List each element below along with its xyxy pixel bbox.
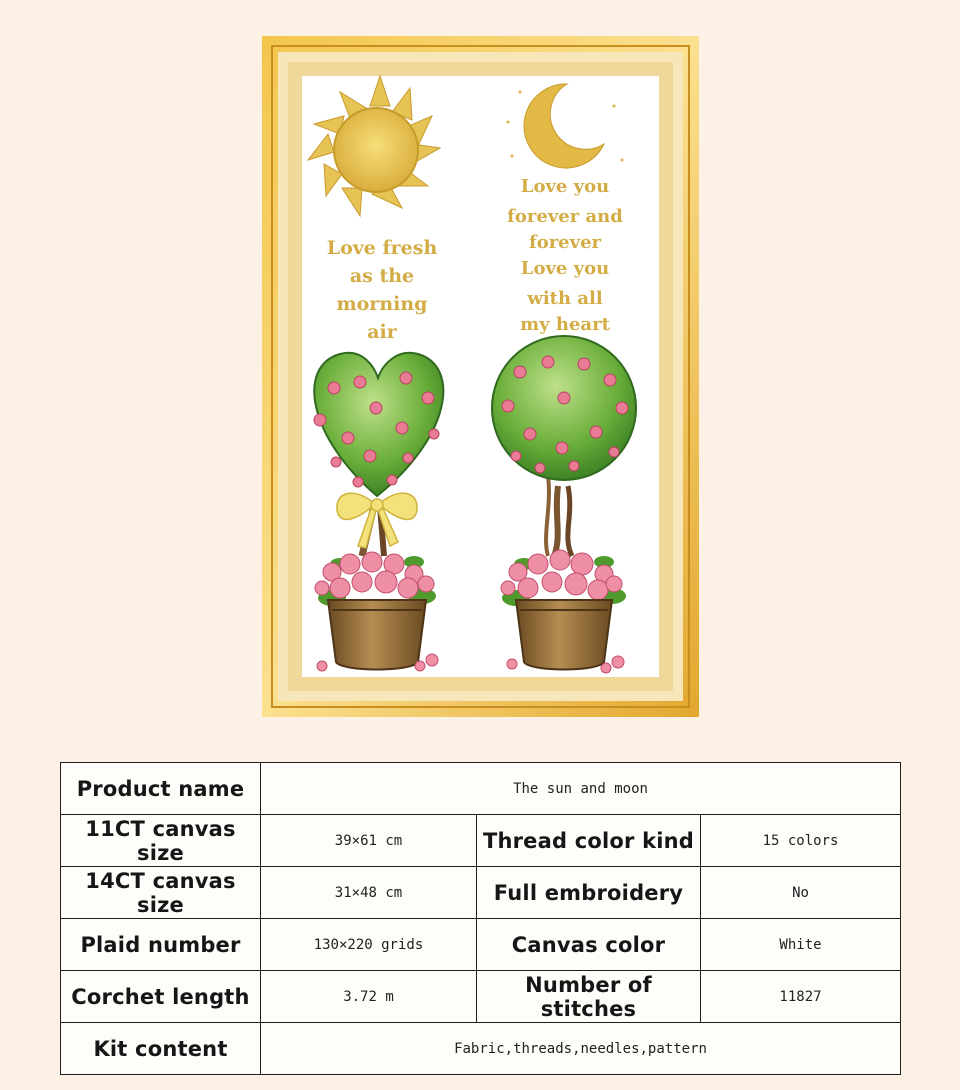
right-verse-line: with all bbox=[527, 288, 603, 309]
left-verse-line: as the bbox=[349, 265, 415, 287]
table-row bbox=[61, 815, 901, 867]
left-verse-line: morning bbox=[336, 293, 428, 315]
table-row bbox=[61, 867, 901, 919]
canvas-14ct-label: 14CT canvas size bbox=[61, 867, 261, 919]
canvas-11ct-value: 39×61 cm bbox=[261, 815, 477, 867]
canvas-color-value: White bbox=[701, 919, 901, 971]
thread-color-value: 15 colors bbox=[701, 815, 901, 867]
right-verse-line: forever and bbox=[507, 206, 623, 227]
table-row bbox=[61, 763, 901, 815]
product-name-value: The sun and moon bbox=[261, 763, 901, 815]
left-verse-line: Love fresh bbox=[326, 237, 438, 259]
table-row bbox=[61, 1023, 901, 1075]
kit-content-label: Kit content bbox=[61, 1023, 261, 1075]
left-verse-line: air bbox=[367, 321, 397, 343]
canvas-11ct-label: 11CT canvas size bbox=[61, 815, 261, 867]
table-row bbox=[61, 971, 901, 1023]
full-embroidery-value: No bbox=[701, 867, 901, 919]
product-spec-table bbox=[60, 762, 901, 1075]
right-verse-line: my heart bbox=[520, 314, 610, 335]
canvas-color-label: Canvas color bbox=[477, 919, 701, 971]
kit-content-value: Fabric,threads,needles,pattern bbox=[261, 1023, 901, 1075]
product-name-label: Product name bbox=[61, 763, 261, 815]
stitches-value: 11827 bbox=[701, 971, 901, 1023]
stitches-label: Number of stitches bbox=[477, 971, 701, 1023]
corchet-length-value: 3.72 m bbox=[261, 971, 477, 1023]
full-embroidery-label: Full embroidery bbox=[477, 867, 701, 919]
canvas-14ct-value: 31×48 cm bbox=[261, 867, 477, 919]
cross-stitch-picture bbox=[262, 36, 699, 717]
framed-artwork bbox=[262, 36, 699, 717]
plaid-number-label: Plaid number bbox=[61, 919, 261, 971]
right-verse-line: forever bbox=[528, 232, 602, 253]
thread-color-label: Thread color kind bbox=[477, 815, 701, 867]
table-row bbox=[61, 919, 901, 971]
corchet-length-label: Corchet length bbox=[61, 971, 261, 1023]
right-verse-line: Love you bbox=[520, 176, 610, 197]
right-verse-line: Love you bbox=[520, 258, 610, 279]
plaid-number-value: 130×220 grids bbox=[261, 919, 477, 971]
